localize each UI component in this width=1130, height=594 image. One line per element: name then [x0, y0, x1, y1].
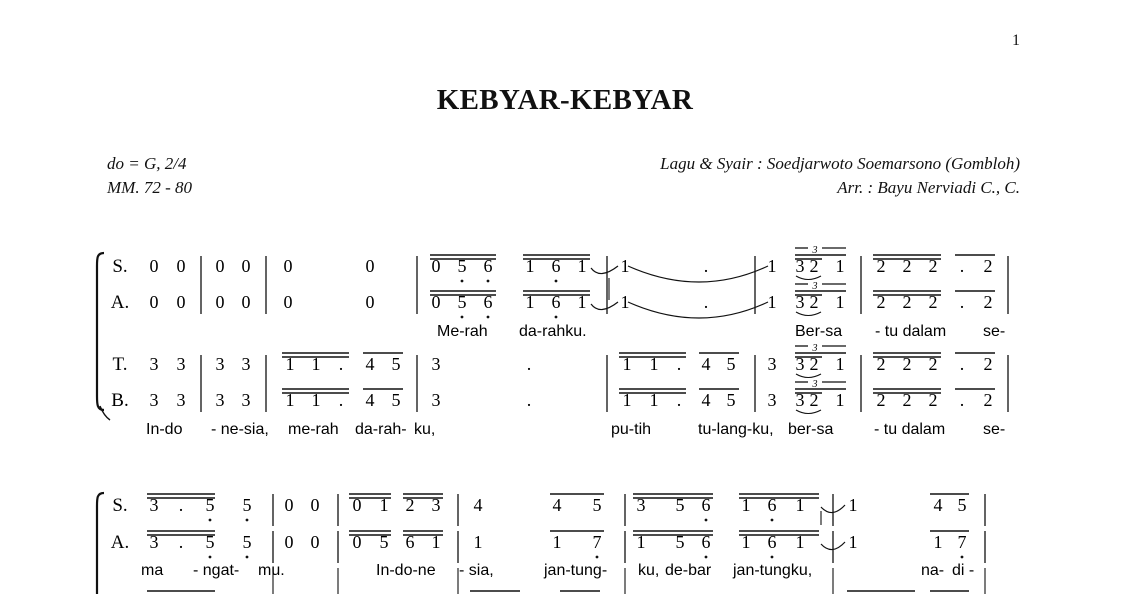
lyric-syllable: In-do-ne	[376, 562, 436, 579]
note: 2	[928, 292, 938, 312]
slur	[796, 312, 821, 316]
note: 2	[928, 256, 938, 276]
octave-dot	[209, 556, 212, 559]
note: .	[959, 256, 965, 276]
note: 2	[902, 354, 912, 374]
note: 0	[176, 292, 186, 312]
note: 1	[620, 292, 630, 312]
note: 7	[592, 532, 602, 552]
note: 2	[809, 354, 819, 374]
note: 0	[431, 292, 441, 312]
note: 3	[215, 354, 225, 374]
note: 0	[284, 532, 294, 552]
note: 3	[241, 354, 251, 374]
note: 6	[551, 292, 561, 312]
page-number: 1	[1012, 32, 1020, 49]
note: 1	[649, 354, 659, 374]
note: 3	[431, 495, 441, 515]
note: 5	[726, 390, 736, 410]
lyric-syllable: me-rah	[288, 421, 339, 438]
note: 5	[457, 292, 467, 312]
octave-dot	[555, 280, 558, 283]
system-bracket	[97, 253, 104, 410]
lyric-syllable: da-rahku.	[519, 323, 587, 340]
voice-label-a: A.	[110, 292, 130, 313]
note: .	[526, 354, 532, 374]
note: 5	[457, 256, 467, 276]
octave-dot	[487, 280, 490, 283]
note: 1	[795, 532, 805, 552]
note: 1	[473, 532, 483, 552]
tie-arc	[591, 266, 618, 274]
note: 2	[928, 354, 938, 374]
slur	[796, 276, 821, 280]
note: 5	[675, 495, 685, 515]
note: 3	[795, 390, 805, 410]
octave-dot	[246, 556, 249, 559]
tie-arc	[628, 302, 768, 318]
note: 1	[933, 532, 943, 552]
note: 6	[767, 495, 777, 515]
note: 5	[726, 354, 736, 374]
note: 6	[701, 532, 711, 552]
note: .	[338, 390, 344, 410]
note: 0	[352, 532, 362, 552]
octave-dot	[771, 519, 774, 522]
note: 5	[675, 532, 685, 552]
note: 3	[795, 292, 805, 312]
note: 5	[391, 390, 401, 410]
note: 2	[876, 354, 886, 374]
lyric-syllable: ber-sa	[788, 421, 834, 438]
note: 6	[483, 292, 493, 312]
note: 5	[592, 495, 602, 515]
note: 1	[767, 292, 777, 312]
note: 5	[379, 532, 389, 552]
note: 0	[365, 292, 375, 312]
note: 1	[577, 256, 587, 276]
note: 5	[205, 495, 215, 515]
note: 2	[928, 390, 938, 410]
note: 6	[551, 256, 561, 276]
note: 0	[310, 532, 320, 552]
octave-dot	[771, 556, 774, 559]
note: 0	[149, 256, 159, 276]
tie-arc	[628, 266, 768, 282]
octave-dot	[596, 556, 599, 559]
note: 2	[809, 292, 819, 312]
lyric-syllable: de-bar	[665, 562, 712, 579]
note: 0	[149, 292, 159, 312]
note: 0	[215, 256, 225, 276]
triplet-number: 3	[812, 245, 818, 256]
note: 1	[835, 292, 845, 312]
lyric-syllable: jan-tungku,	[733, 562, 813, 579]
note: .	[959, 292, 965, 312]
note: .	[959, 390, 965, 410]
note: 2	[902, 390, 912, 410]
triplet-number: 3	[812, 281, 818, 292]
composer-credit: Lagu & Syair : Soedjarwoto Soemarsono (Gombloh)	[660, 154, 1020, 173]
note: 3	[176, 390, 186, 410]
note: 5	[242, 532, 252, 552]
note: 2	[876, 390, 886, 410]
lyric-syllable: na-	[921, 562, 945, 579]
note: .	[676, 354, 682, 374]
note: 3	[767, 390, 777, 410]
tie-arc	[591, 302, 618, 310]
note: 0	[431, 256, 441, 276]
triplet-number: 3	[812, 343, 818, 354]
note: 1	[552, 532, 562, 552]
note: 0	[283, 256, 293, 276]
note: 3	[431, 354, 441, 374]
lyric-syllable: In-do	[146, 421, 183, 438]
octave-dot	[209, 519, 212, 522]
note: 1	[848, 495, 858, 515]
note: 4	[701, 354, 711, 374]
note: .	[338, 354, 344, 374]
note: 5	[242, 495, 252, 515]
tempo-marking: MM. 72 - 80	[107, 178, 192, 197]
note: 1	[525, 256, 535, 276]
lyric-syllable: - tu dalam	[875, 323, 947, 340]
note: 1	[622, 390, 632, 410]
note: 0	[365, 256, 375, 276]
note: 3	[431, 390, 441, 410]
note: .	[703, 256, 709, 276]
note: 2	[876, 256, 886, 276]
octave-dot	[555, 316, 558, 319]
note: 2	[876, 292, 886, 312]
triplet-number: 3	[812, 379, 818, 390]
note: 1	[741, 495, 751, 515]
note: 1	[622, 354, 632, 374]
note: 2	[983, 390, 993, 410]
note: 4	[933, 495, 943, 515]
song-title: KEBYAR-KEBYAR	[436, 84, 694, 116]
key-signature: do = G, 2/4	[107, 154, 187, 173]
slur	[796, 410, 821, 414]
note: .	[178, 495, 184, 515]
octave-dot	[461, 280, 464, 283]
note: 6	[483, 256, 493, 276]
note: .	[178, 532, 184, 552]
note: 1	[795, 495, 805, 515]
lyric-syllable: se-	[983, 323, 1006, 340]
slur	[796, 374, 821, 378]
note: 1	[431, 532, 441, 552]
note: 3	[795, 354, 805, 374]
note: 1	[767, 256, 777, 276]
note: 3	[767, 354, 777, 374]
note: .	[959, 354, 965, 374]
arranger-credit: Arr. : Bayu Nerviadi C., C.	[837, 178, 1020, 197]
note: 5	[391, 354, 401, 374]
lyric-syllable: - tu dalam	[874, 421, 946, 438]
note: 2	[902, 292, 912, 312]
note: 0	[176, 256, 186, 276]
note: 3	[149, 354, 159, 374]
note: 1	[311, 354, 321, 374]
lyric-syllable: - ne-sia,	[211, 421, 269, 438]
note: 4	[365, 354, 375, 374]
voice-label-a: A.	[110, 532, 130, 553]
note: 6	[767, 532, 777, 552]
lyric-syllable: ma	[141, 562, 164, 579]
note: 3	[149, 532, 159, 552]
note: 3	[636, 495, 646, 515]
note: 2	[405, 495, 415, 515]
note: 1	[835, 390, 845, 410]
lyric-syllable: mu.	[258, 562, 285, 579]
note: 3	[176, 354, 186, 374]
note: 0	[352, 495, 362, 515]
note: 1	[285, 390, 295, 410]
octave-dot	[487, 316, 490, 319]
note: 1	[525, 292, 535, 312]
lyric-syllable: Me-rah	[437, 323, 488, 340]
lyric-syllable: ku,	[638, 562, 660, 579]
note: 1	[379, 495, 389, 515]
note: 6	[405, 532, 415, 552]
note: 1	[285, 354, 295, 374]
note: 3	[241, 390, 251, 410]
note: 0	[283, 292, 293, 312]
note: 5	[957, 495, 967, 515]
note: 1	[741, 532, 751, 552]
note: 0	[310, 495, 320, 515]
note: 3	[795, 256, 805, 276]
note: 1	[577, 292, 587, 312]
note: 3	[149, 495, 159, 515]
note: 3	[215, 390, 225, 410]
note: 2	[983, 354, 993, 374]
note: 1	[835, 354, 845, 374]
octave-dot	[705, 556, 708, 559]
note: 1	[636, 532, 646, 552]
note: 1	[848, 532, 858, 552]
note: .	[526, 390, 532, 410]
voice-label-s: S.	[112, 256, 128, 277]
lyric-syllable: da-rah-	[355, 421, 407, 438]
lyric-syllable: - sia,	[459, 562, 494, 579]
note: 7	[957, 532, 967, 552]
lyric-syllable: ku,	[414, 421, 436, 438]
lyric-syllable: jan-tung-	[544, 562, 608, 579]
octave-dot	[961, 556, 964, 559]
lyric-syllable: pu-tih	[611, 421, 652, 438]
note: 1	[835, 256, 845, 276]
note: 6	[701, 495, 711, 515]
note: 4	[365, 390, 375, 410]
system-bracket	[100, 406, 110, 420]
note: 5	[205, 532, 215, 552]
note: 2	[983, 256, 993, 276]
lyric-syllable: di -	[952, 562, 975, 579]
lyric-syllable: - ngat-	[193, 562, 240, 579]
note: 0	[241, 292, 251, 312]
note: 2	[809, 256, 819, 276]
note: 2	[983, 292, 993, 312]
lyric-syllable: se-	[983, 421, 1006, 438]
note: 0	[215, 292, 225, 312]
note: .	[676, 390, 682, 410]
note: 4	[473, 495, 483, 515]
voice-label-t: T.	[112, 354, 128, 375]
note: 0	[241, 256, 251, 276]
note: 1	[649, 390, 659, 410]
lyric-syllable: Ber-sa	[795, 323, 843, 340]
lyric-syllable: tu-lang-ku,	[698, 421, 774, 438]
system-bracket	[97, 493, 104, 594]
octave-dot	[461, 316, 464, 319]
note: 4	[701, 390, 711, 410]
note: .	[703, 292, 709, 312]
note: 2	[809, 390, 819, 410]
note: 2	[902, 256, 912, 276]
note: 0	[284, 495, 294, 515]
note: 1	[620, 256, 630, 276]
voice-label-b: B.	[111, 390, 129, 411]
note: 1	[311, 390, 321, 410]
voice-label-s: S.	[112, 495, 128, 516]
octave-dot	[246, 519, 249, 522]
note: 4	[552, 495, 562, 515]
note: 3	[149, 390, 159, 410]
octave-dot	[705, 519, 708, 522]
